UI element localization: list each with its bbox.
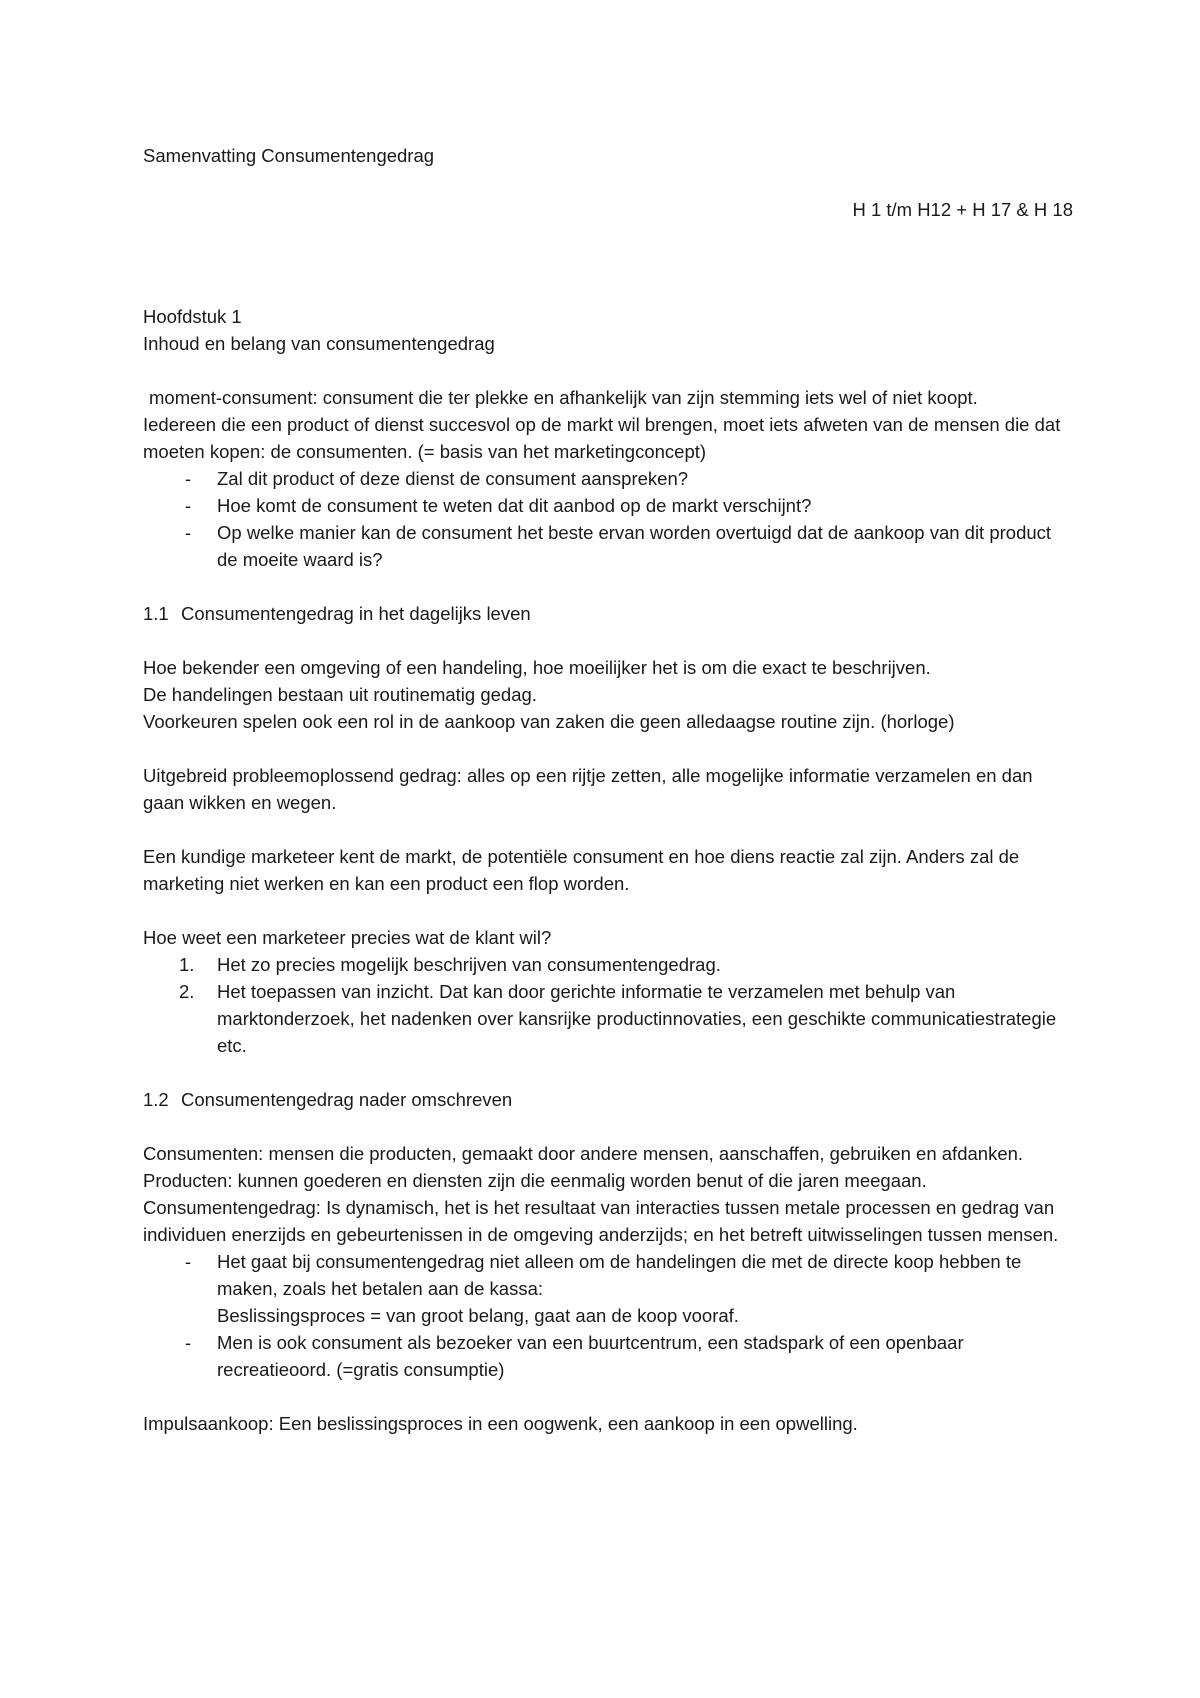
dash-marker: - bbox=[185, 468, 192, 489]
list-item bbox=[143, 978, 1063, 1059]
list-item bbox=[143, 1248, 1063, 1329]
list-item-text: Het zo precies mogelijk beschrijven van consumentengedrag. bbox=[217, 954, 721, 975]
section-heading-1-2 bbox=[143, 1086, 1063, 1113]
chapter-title: Inhoud en belang van consumentengedrag bbox=[143, 333, 495, 354]
moment-consumer-definition: moment-consument: consument die ter plekke en afhankelijk van zijn stemming iets wel of niet koopt. bbox=[149, 387, 978, 408]
list-item-text: Op welke manier kan de consument het beste ervan worden overtuigd dat de aankoop van dit product de moeite waard is? bbox=[217, 522, 1052, 570]
paragraph: Uitgebreid probleemoplossend gedrag: alles op een rijtje zetten, alle mogelijke informatie verzamelen en dan gaan wikken en wegen. bbox=[143, 765, 1033, 813]
section-title: Consumentengedrag nader omschreven bbox=[181, 1089, 513, 1110]
paragraph: Consumenten: mensen die producten, gemaakt door andere mensen, aanschaffen, gebruiken en afdanken. bbox=[143, 1143, 1024, 1164]
paragraph: Consumentengedrag: Is dynamisch, het is het resultaat van interacties tussen metale processen en gedrag van individuen enerzijds en gebeurtenissen in de omgeving anderzijds; en het betreft uitwisselingen tussen mensen. bbox=[143, 1197, 1059, 1245]
list-item bbox=[143, 951, 1063, 978]
paragraph: Voorkeuren spelen ook een rol in de aankoop van zaken die geen alledaagse routine zijn. (horloge) bbox=[143, 711, 955, 732]
paragraph: Een kundige marketeer kent de markt, de potentiële consument en hoe diens reactie zal zijn. Anders zal de marketing niet werken en kan een product een flop worden. bbox=[143, 846, 1020, 894]
document-page bbox=[143, 142, 1073, 1437]
list-item-subtext: Beslissingsproces = van groot belang, gaat aan de koop vooraf. bbox=[217, 1305, 739, 1326]
paragraph: Producten: kunnen goederen en diensten zijn die eenmalig worden benut of die jaren meegaan. bbox=[143, 1170, 927, 1191]
list-item-text: Hoe komt de consument te weten dat dit aanbod op de markt verschijnt? bbox=[217, 495, 812, 516]
section-heading-1-1 bbox=[143, 600, 1063, 627]
document-title: Samenvatting Consumentengedrag bbox=[143, 145, 435, 166]
dash-marker: - bbox=[185, 522, 192, 543]
paragraph: Hoe weet een marketeer precies wat de klant wil? bbox=[143, 927, 552, 948]
paragraph: Hoe bekender een omgeving of een handeling, hoe moeilijker het is om die exact te beschrijven. bbox=[143, 657, 931, 678]
list-item-text: Zal dit product of deze dienst de consument aanspreken? bbox=[217, 468, 689, 489]
list-item-text: Het toepassen van inzicht. Dat kan door gerichte informatie te verzamelen met behulp van marktonderzoek, het nadenken over kansrijke productinnovaties, een geschikte communicatiestrategie etc. bbox=[217, 981, 1057, 1056]
dash-marker: - bbox=[185, 1251, 192, 1272]
section-number: 1.2 bbox=[143, 1089, 169, 1110]
list-item bbox=[143, 465, 1063, 492]
list-number: 1. bbox=[179, 954, 195, 975]
consumer-behaviour-list bbox=[143, 1248, 1063, 1383]
section-title: Consumentengedrag in het dagelijks leven bbox=[181, 603, 531, 624]
list-item-text: Men is ook consument als bezoeker van een buurtcentrum, een stadspark of een openbaar recreatieoord. (=gratis consumptie) bbox=[217, 1332, 964, 1380]
intro-paragraph: Iedereen die een product of dienst succesvol op de markt wil brengen, moet iets afweten van de mensen die dat moeten kopen: de consumenten. (= basis van het marketingconcept) bbox=[143, 414, 1061, 462]
paragraph: Impulsaankoop: Een beslissingsproces in een oogwenk, een aankoop in een opwelling. bbox=[143, 1413, 858, 1434]
paragraph: De handelingen bestaan uit routinematig gedag. bbox=[143, 684, 537, 705]
document-scope: H 1 t/m H12 + H 17 & H 18 bbox=[852, 199, 1073, 220]
list-number: 2. bbox=[179, 981, 195, 1002]
intro-question-list bbox=[143, 465, 1063, 573]
dash-marker: - bbox=[185, 495, 192, 516]
list-item bbox=[143, 1329, 1063, 1383]
list-item bbox=[143, 519, 1063, 573]
list-item-text: Het gaat bij consumentengedrag niet alleen om de handelingen die met de directe koop hebben te maken, zoals het betalen aan de kassa: bbox=[217, 1251, 1022, 1299]
section-number: 1.1 bbox=[143, 603, 169, 624]
marketeer-steps-list bbox=[143, 951, 1063, 1059]
dash-marker: - bbox=[185, 1332, 192, 1353]
chapter-label: Hoofdstuk 1 bbox=[143, 306, 242, 327]
list-item bbox=[143, 492, 1063, 519]
